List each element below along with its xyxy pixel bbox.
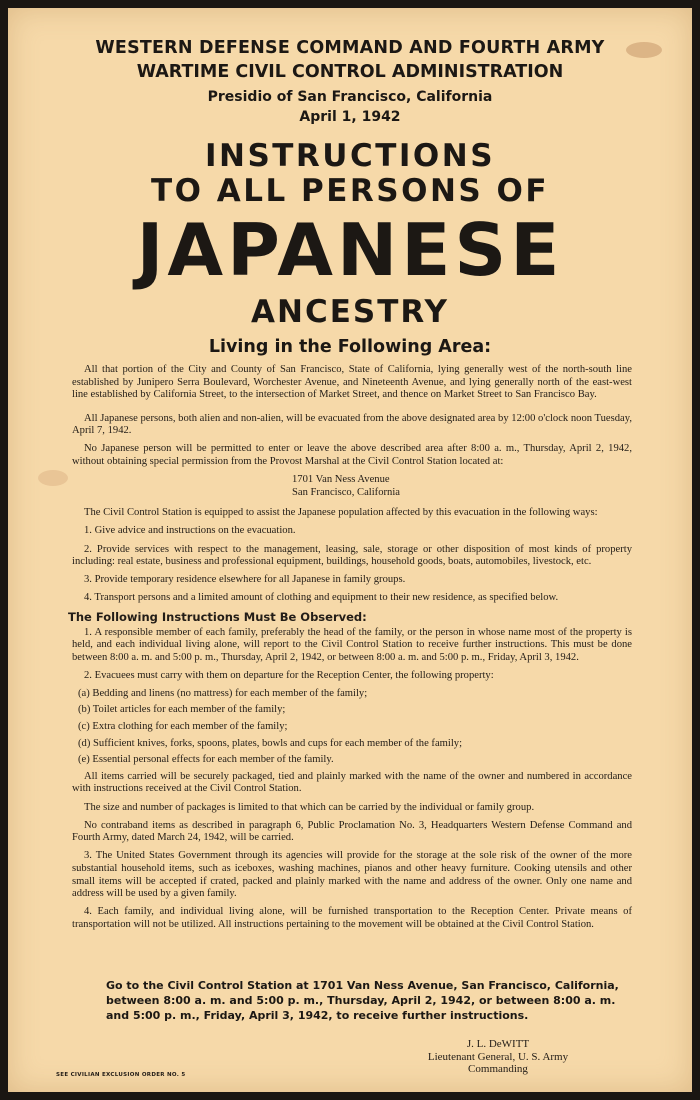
body-text bbox=[68, 364, 632, 937]
property-item: (b) Toilet articles for each member of the family; bbox=[78, 704, 286, 716]
instructions-heading: The Following Instructions Must Be Observed: bbox=[68, 609, 367, 624]
paper-stain bbox=[38, 470, 68, 486]
signature-role: Commanding bbox=[468, 1063, 528, 1075]
signature-block bbox=[408, 1038, 588, 1076]
title-line4: ANCESTRY bbox=[251, 294, 449, 330]
permission-notice: No Japanese person will be permitted to enter or leave the above described area after 8:00 a. m., Thursday, April 2, 1942, without obtaining special permission from the Provost Marshal at the Civil Control Station located at: bbox=[72, 443, 632, 468]
address-line2: San Francisco, California bbox=[292, 486, 400, 498]
evacuation-deadline: All Japanese persons, both alien and non-alien, will be evacuated from the above designated area by 12:00 o'clock noon Tuesday, April 7, 1942. bbox=[72, 412, 632, 437]
title-line3: JAPANESE bbox=[136, 208, 564, 292]
station-address bbox=[112, 474, 632, 499]
instruction-3: 3. The United States Government through its agencies will provide for the storage at the sole risk of the owner of the more substantial household items, such as iceboxes, washing machines, pianos and other heavy furniture. Cooking utensils and other small items will be accepted if crated, packed and plainly marked with the name and address of the owner. Only one name and address will be used by a given family. bbox=[72, 850, 632, 900]
contraband-note: No contraband items as described in paragraph 6, Public Proclamation No. 3, Headquarters Western Defense Command and Fourth Army, dated March 24, 1942, will be carried. bbox=[72, 819, 632, 844]
signature-name: J. L. DeWITT bbox=[466, 1038, 530, 1050]
property-item: (d) Sufficient knives, forks, spoons, plates, bowls and cups for each member of the family; bbox=[78, 737, 463, 749]
instruction-2: 2. Evacuees must carry with them on departure for the Reception Center, the following property: bbox=[84, 669, 494, 681]
property-item: (a) Bedding and linens (no mattress) for each member of the family; bbox=[78, 687, 368, 699]
subtitle: Living in the Following Area: bbox=[208, 337, 492, 357]
service-item: 4. Transport persons and a limited amount of clothing and equipment to their new residence, as specified below. bbox=[84, 592, 559, 604]
service-item: 3. Provide temporary residence elsewhere for all Japanese in family groups. bbox=[84, 574, 406, 586]
area-description: All that portion of the City and County of San Francisco, State of California, lying generally west of the north-south line established by Junipero Serra Boulevard, Worchester Avenue, and Nineteenth Avenue, and lying generally north of the east-west line established by California Street, to the intersection of Market Street, and thence on Market Street to San Francisco Bay. bbox=[72, 364, 632, 401]
title-line1: INSTRUCTIONS bbox=[204, 138, 496, 174]
property-item: (c) Extra clothing for each member of the family; bbox=[78, 721, 288, 733]
header-date: April 1, 1942 bbox=[299, 109, 401, 125]
footer-note: SEE CIVILIAN EXCLUSION ORDER NO. 5 bbox=[56, 1072, 186, 1078]
packaging-note: All items carried will be securely packaged, tied and plainly marked with the name of the owner and numbered in accordance with instructions received at the Civil Control Station. bbox=[72, 770, 632, 795]
size-limit-note: The size and number of packages is limited to that which can be carried by the individual or family group. bbox=[84, 801, 535, 813]
property-item: (e) Essential personal effects for each member of the family. bbox=[78, 754, 334, 766]
service-item: 2. Provide services with respect to the management, leasing, sale, storage or other disposition of most kinds of property including: real estate, business and professional equipment, buildings, household goods, boats, automobiles, livestock, etc. bbox=[72, 543, 632, 568]
station-intro: The Civil Control Station is equipped to assist the Japanese population affected by this evacuation in the following ways: bbox=[84, 507, 598, 519]
header-line1: WESTERN DEFENSE COMMAND AND FOURTH ARMY bbox=[95, 38, 605, 58]
poster bbox=[8, 8, 692, 1092]
signature-title: Lieutenant General, U. S. Army bbox=[427, 1050, 569, 1063]
service-item: 1. Give advice and instructions on the evacuation. bbox=[84, 525, 296, 537]
instruction-1: 1. A responsible member of each family, preferably the head of the family, or the person in whose name most of the property is held, and each individual living alone, will report to the Civil Control Station to receive further instructions. This must be done between 8:00 a. m. and 5:00 p. m., Thursday, April 2, 1942, or between 8:00 a. m. and 5:00 p. m., Friday, April 3, 1942. bbox=[72, 626, 632, 663]
address-line1: 1701 Van Ness Avenue bbox=[292, 474, 390, 486]
header-line2: WARTIME CIVIL CONTROL ADMINISTRATION bbox=[136, 62, 564, 82]
title-line2: TO ALL PERSONS OF bbox=[150, 173, 550, 209]
final-notice: Go to the Civil Control Station at 1701 Van Ness Avenue, San Francisco, California, between 8:00 a. m. and 5:00 p. m., Thursday, April 2, 1942, or between 8:00 a. m. and 5:00 p. m., Friday, April 3, 1942, to receive further instructions. bbox=[106, 979, 619, 1022]
header-location: Presidio of San Francisco, California bbox=[207, 89, 493, 105]
instruction-4: 4. Each family, and individual living alone, will be furnished transportation to the Reception Center. Private means of transportation will not be utilized. All instructions pertaining to the movement will be obtained at the Civil Control Station. bbox=[72, 906, 632, 930]
